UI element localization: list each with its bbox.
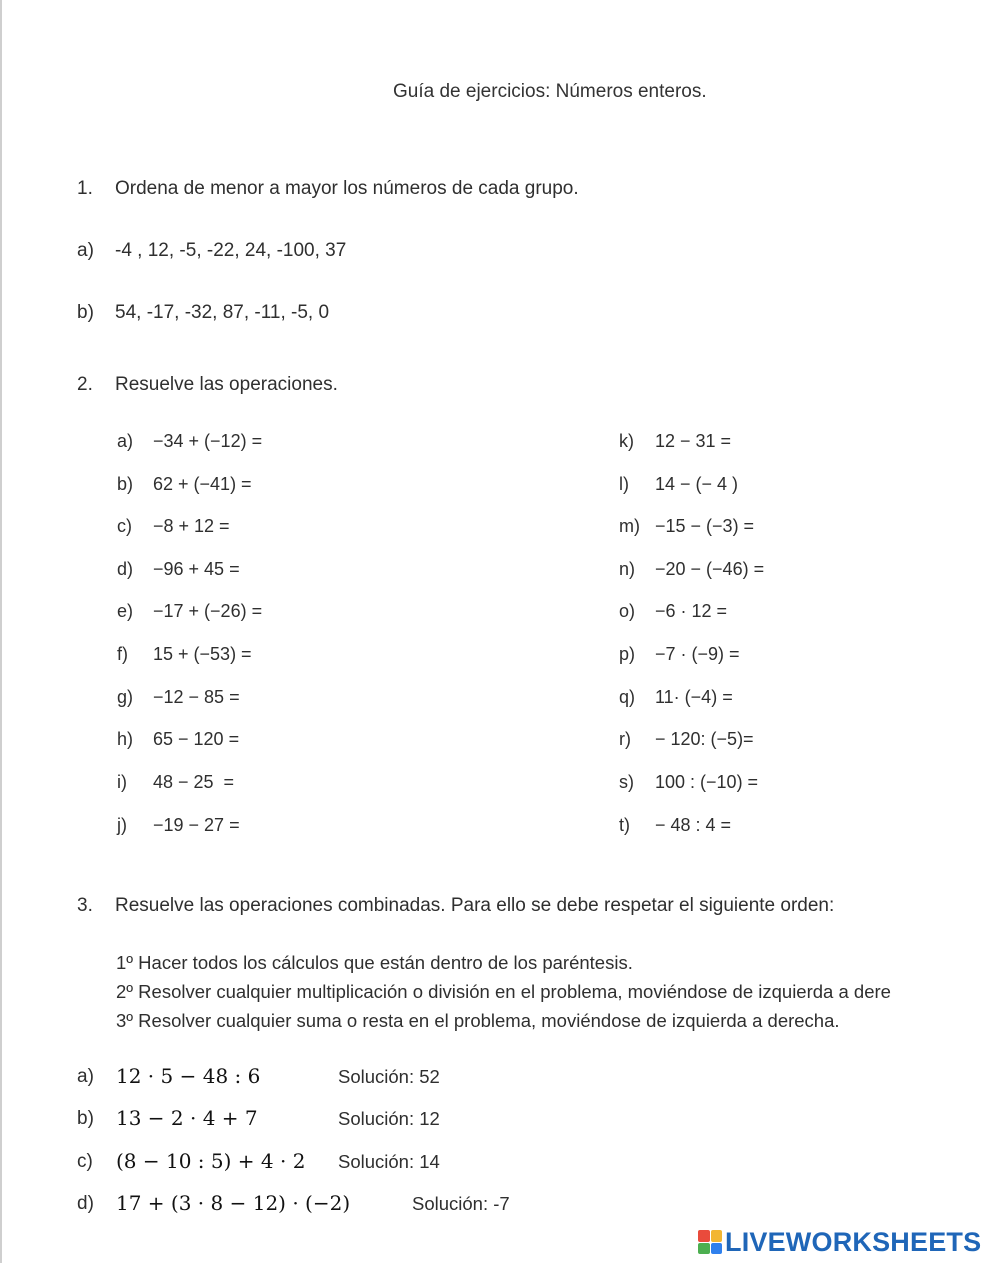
question-2-number: 2. (77, 374, 93, 395)
q2-op-t-expr: − 48 : 4 = (655, 815, 732, 835)
q2-op-g-label: g) (117, 687, 134, 707)
q2-op-c (117, 516, 230, 537)
q3-item-d-expr: 17 + (3 · 8 − 12) · (−2) (116, 1191, 351, 1215)
q2-op-r-expr: − 120: (−5)= (655, 729, 754, 749)
q3-step-2: 2º Resolver cualquier multiplicación o división en el problema, moviéndose de izquierda a dere (116, 981, 891, 1002)
liveworksheets-logo (698, 1226, 994, 1258)
question-3-text: Resuelve las operaciones combinadas. Para ello se debe respetar el siguiente orden: (115, 895, 835, 916)
q2-op-i (117, 772, 234, 793)
question-3 (77, 895, 834, 917)
q2-op-a (117, 431, 262, 452)
q3-item-b-label: b) (77, 1108, 94, 1129)
q2-op-h-label: h) (117, 729, 134, 749)
q2-op-s (619, 772, 758, 793)
q1-item-b (77, 302, 329, 324)
q2-op-j (117, 815, 240, 836)
q3-item-c-label: c) (77, 1151, 93, 1172)
q3-item-a-solution: Solución: 52 (338, 1066, 440, 1087)
q3-item-b-expr: 13 − 2 · 4 + 7 (116, 1106, 258, 1130)
q2-op-q (619, 687, 733, 708)
q2-op-f-expr: 15 + (−53) = (153, 644, 252, 664)
q2-op-p (619, 644, 740, 665)
q2-op-p-label: p) (619, 644, 636, 664)
q3-item-d-label: d) (77, 1193, 94, 1214)
q2-op-h-expr: 65 − 120 = (153, 729, 240, 749)
question-1 (77, 178, 579, 200)
q2-op-k-label: k) (619, 431, 634, 451)
q1-item-b-label: b) (77, 302, 94, 323)
q3-step-1: 1º Hacer todos los cálculos que están dentro de los paréntesis. (116, 952, 633, 973)
q2-op-l-expr: 14 − (− 4 ) (655, 474, 739, 494)
q3-step-3: 3º Resolver cualquier suma o resta en el problema, moviéndose de izquierda a derecha. (116, 1010, 840, 1031)
q2-op-l (619, 474, 738, 495)
q2-op-o-expr: −6 · 12 = (655, 601, 728, 621)
page-edge (0, 0, 2, 1263)
q2-op-t-label: t) (619, 815, 630, 835)
q2-op-e-label: e) (117, 601, 134, 621)
q2-op-i-label: i) (117, 772, 127, 792)
question-1-number: 1. (77, 178, 93, 199)
q2-op-d (117, 559, 240, 580)
q2-op-p-expr: −7 · (−9) = (655, 644, 740, 664)
page-title: Guía de ejercicios: Números enteros. (393, 81, 707, 102)
q2-op-f (117, 644, 252, 665)
q2-op-n (619, 559, 764, 580)
q2-op-o (619, 601, 727, 622)
q2-op-t (619, 815, 731, 836)
question-1-text: Ordena de menor a mayor los números de cada grupo. (115, 178, 579, 199)
q2-op-g (117, 687, 240, 708)
q2-op-e-expr: −17 + (−26) = (153, 601, 263, 621)
q2-op-o-label: o) (619, 601, 636, 621)
q2-op-h (117, 729, 239, 750)
liveworksheets-text: LIVEWORKSHEETS (725, 1226, 982, 1257)
q2-op-j-label: j) (117, 815, 127, 835)
q1-item-a-label: a) (77, 240, 94, 261)
q2-op-d-label: d) (117, 559, 134, 579)
q2-op-c-label: c) (117, 516, 132, 536)
q2-op-r-label: r) (619, 729, 631, 749)
q2-op-r (619, 729, 754, 750)
q2-op-j-expr: −19 − 27 = (153, 815, 240, 835)
q2-op-s-expr: 100 : (−10) = (655, 772, 759, 792)
q2-op-k (619, 431, 731, 452)
q2-op-b (117, 474, 252, 495)
q1-item-a-text: -4 , 12, -5, -22, 24, -100, 37 (115, 240, 347, 261)
liveworksheets-mark-icon (698, 1230, 722, 1254)
question-3-number: 3. (77, 895, 93, 916)
q2-op-e (117, 601, 262, 622)
q2-op-q-expr: 11· (−4) = (655, 687, 733, 707)
question-2-text: Resuelve las operaciones. (115, 374, 338, 395)
q2-op-s-label: s) (619, 772, 634, 792)
q3-item-c-solution: Solución: 14 (338, 1151, 440, 1172)
q3-item-c-expr: (8 − 10 : 5) + 4 · 2 (116, 1149, 306, 1173)
q2-op-k-expr: 12 − 31 = (655, 431, 732, 451)
q2-op-g-expr: −12 − 85 = (153, 687, 240, 707)
q3-item-a-label: a) (77, 1066, 94, 1087)
q2-op-l-label: l) (619, 474, 629, 494)
q2-op-b-expr: 62 + (−41) = (153, 474, 252, 494)
q2-op-a-label: a) (117, 431, 134, 451)
question-2 (77, 374, 338, 396)
q3-item-b-solution: Solución: 12 (338, 1108, 440, 1129)
q1-item-a (77, 240, 346, 262)
q2-op-n-expr: −20 − (−46) = (655, 559, 765, 579)
q3-item-a-expr: 12 · 5 − 48 : 6 (116, 1064, 261, 1088)
q1-item-b-text: 54, -17, -32, 87, -11, -5, 0 (115, 302, 330, 323)
q2-op-i-expr: 48 − 25 = (153, 772, 235, 792)
q2-op-m-expr: −15 − (−3) = (655, 516, 755, 536)
q2-op-n-label: n) (619, 559, 636, 579)
q2-op-a-expr: −34 + (−12) = (153, 431, 263, 451)
q2-op-d-expr: −96 + 45 = (153, 559, 240, 579)
q3-item-d-solution: Solución: -7 (412, 1193, 510, 1214)
q2-op-q-label: q) (619, 687, 636, 707)
q2-op-b-label: b) (117, 474, 134, 494)
q2-op-f-label: f) (117, 644, 128, 664)
q2-op-m-label: m) (619, 516, 640, 536)
q2-op-m (619, 516, 754, 537)
q2-op-c-expr: −8 + 12 = (153, 516, 230, 536)
